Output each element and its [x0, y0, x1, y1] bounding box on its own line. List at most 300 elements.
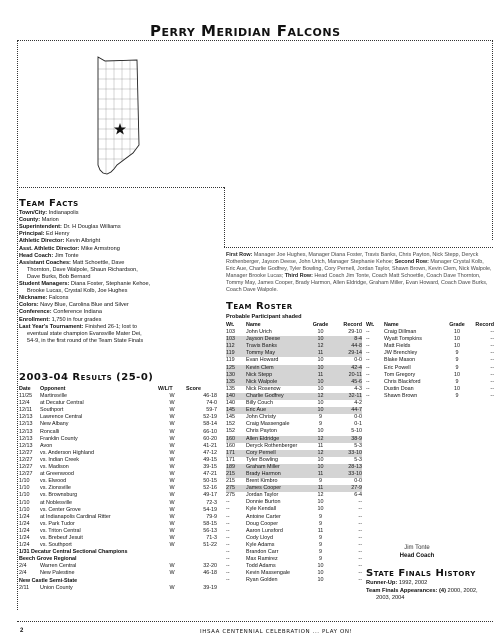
- result-row: [19, 436, 217, 443]
- roster-grade: 9: [455, 364, 459, 371]
- roster-weight: --: [366, 378, 370, 385]
- result-wl: W: [169, 499, 175, 506]
- roster-grade: 9: [319, 549, 322, 555]
- result-section-label: 1/31 Decatur Central Sectional Champions: [19, 549, 128, 556]
- roster-record: 33-10: [333, 471, 362, 478]
- fact-line: [19, 295, 217, 302]
- roster-name: Wyatt Tompkins: [384, 336, 422, 343]
- roster-row: [226, 400, 362, 407]
- result-opponent: New Palestine: [40, 570, 75, 577]
- roster-row: [226, 379, 362, 386]
- fact-line: [19, 238, 217, 245]
- roster-weight: --: [226, 556, 230, 563]
- col-opponent: Opponent: [40, 386, 66, 392]
- result-opponent: vs. Anderson Highland: [40, 449, 94, 456]
- result-score: 49-17: [203, 492, 217, 499]
- result-opponent: Roncalli: [40, 428, 60, 435]
- fact-value: Navy Blue, Carolina Blue and Silver: [38, 302, 129, 309]
- roster-grade: 10: [454, 329, 460, 336]
- roster-record: 29-14: [333, 350, 362, 357]
- col-grade: Grade: [449, 322, 465, 328]
- result-date: 1/24: [19, 542, 30, 549]
- roster-record: 5-3: [354, 442, 362, 449]
- result-score: 72-3: [206, 499, 217, 506]
- roster-grade: 10: [317, 428, 324, 435]
- result-row: [19, 400, 217, 407]
- roster-name: Billy Couch: [246, 400, 273, 407]
- roster-row: [226, 414, 362, 421]
- roster-grade: 10: [308, 407, 333, 414]
- result-opponent: at Indianapolis Cardinal Ritter: [40, 513, 111, 520]
- results-heading: 2003-04 Results (25-0): [19, 372, 154, 383]
- roster-weight: 140: [226, 393, 246, 400]
- caption-row3-label: Third Row:: [283, 273, 313, 280]
- roster-weight: --: [226, 527, 230, 534]
- roster-weight: 112: [226, 343, 246, 350]
- caption-row1-text: Manager Joe Hughes, Manager Diana Foster, Travis Banks, Chris Payton, Nick Stepp, Deryck Rothenberger, Jayson Deese, John Urich, Manager Stephanie Kehoe;: [226, 252, 479, 266]
- left-border: [17, 40, 18, 610]
- roster-record: --: [490, 378, 494, 385]
- result-opponent: vs. Zionsville: [40, 485, 71, 492]
- page-footer: [0, 626, 495, 638]
- roster-row: [226, 506, 362, 513]
- result-score: 58-14: [203, 421, 217, 428]
- fact-value: Matt Schoettle, Dave: [70, 259, 125, 266]
- roster-row: [366, 350, 494, 357]
- roster-grade: 12: [317, 492, 324, 499]
- result-opponent: vs. Madison: [40, 464, 69, 471]
- roster-name: Deryck Rothenberger: [246, 442, 298, 449]
- result-date: 1/10: [19, 506, 30, 513]
- result-date: 1/24: [19, 520, 30, 527]
- roster-row: [226, 372, 362, 379]
- result-section-label: Beech Grove Regional: [19, 556, 77, 563]
- result-score: 49-15: [203, 456, 217, 463]
- fact-line: [19, 309, 217, 316]
- team-facts-heading: Team Facts: [19, 198, 79, 209]
- roster-grade: 11: [308, 350, 333, 357]
- result-row: [19, 549, 217, 556]
- roster-weight: --: [366, 357, 370, 364]
- roster-row: [226, 521, 362, 528]
- roster-record: --: [490, 350, 494, 357]
- result-opponent: vs. Center Grove: [40, 506, 81, 513]
- fact-value: 54-9, in the first round of the Team State Finals: [27, 337, 144, 344]
- roster-name: Ryan Golden: [246, 577, 278, 584]
- roster-grade: 10: [317, 329, 324, 336]
- result-date: 12/27: [19, 456, 33, 463]
- caption-row1-label: First Row:: [226, 252, 253, 258]
- roster-name: John Urich: [246, 329, 272, 336]
- result-score: 74-0: [206, 400, 217, 407]
- roster-row: [226, 350, 362, 357]
- result-row: [19, 570, 217, 577]
- roster-grade: 12: [308, 450, 333, 457]
- fact-value: Dave Burks, Bob Bernard: [27, 273, 91, 280]
- roster-name: Jordan Taylor: [246, 492, 279, 499]
- fact-value: Dr. H Douglas Williams: [61, 224, 121, 231]
- roster-weight: 145: [226, 414, 235, 421]
- roster-weight: --: [366, 371, 370, 378]
- roster-name: Blake Mason: [384, 357, 416, 364]
- result-score: 46-18: [203, 393, 217, 400]
- roster-heading: Team Roster: [226, 301, 293, 312]
- roster-name: Cory Pernell: [246, 450, 308, 457]
- roster-record: --: [490, 343, 494, 350]
- roster-row: [226, 407, 362, 414]
- result-score: 32-20: [203, 563, 217, 570]
- fact-label: Head Coach:: [19, 252, 54, 259]
- result-wl: W: [169, 414, 175, 421]
- roster-row: [226, 499, 362, 506]
- roster-weight: --: [366, 350, 370, 357]
- result-opponent: at Greenwood: [40, 471, 74, 478]
- result-date: 12/13: [19, 442, 33, 449]
- roster-row: [366, 386, 494, 393]
- roster-grade: 11: [308, 485, 333, 492]
- fact-line: [19, 324, 217, 331]
- fact-label: Enrollment:: [19, 316, 51, 323]
- appearances-value-cont: 2003, 2004: [376, 594, 405, 601]
- roster-weight: --: [366, 392, 370, 399]
- roster-record: 38-9: [333, 436, 362, 443]
- fact-value: Diana Foster, Stephanie Kehoe,: [69, 281, 151, 288]
- roster-grade: 11: [317, 527, 324, 534]
- result-wl: W: [169, 485, 175, 492]
- result-opponent: vs. Southport: [40, 542, 72, 549]
- team-facts: [19, 200, 217, 345]
- roster-grade: 9: [455, 357, 459, 364]
- roster-grade: 10: [317, 385, 324, 392]
- roster-weight: 145: [226, 407, 246, 414]
- roster-weight: --: [366, 329, 370, 336]
- fact-line: [19, 260, 217, 267]
- fact-value: Mike Armstrong: [79, 245, 120, 252]
- roster-grade: 10: [454, 371, 460, 378]
- roster-name: James Cooper: [246, 485, 308, 492]
- result-row: [19, 429, 217, 436]
- result-row: [19, 450, 217, 457]
- fact-line: [19, 288, 217, 295]
- roster-weight: --: [366, 385, 370, 392]
- result-date: 12/27: [19, 464, 33, 471]
- roster-record: 28-13: [333, 464, 362, 471]
- roster-weight: --: [226, 513, 230, 520]
- fact-line: [19, 210, 217, 217]
- roster-name: Matt Fields: [384, 343, 411, 350]
- result-date: 1/10: [19, 499, 30, 506]
- result-date: 1/10: [19, 478, 30, 485]
- roster-grade: 9: [319, 520, 322, 527]
- roster-weight: --: [366, 364, 370, 371]
- roster-weight: --: [226, 563, 230, 570]
- result-date: 11/25: [19, 393, 33, 400]
- results-table: [19, 386, 217, 592]
- roster-row: [226, 563, 362, 570]
- fact-value: Marion: [40, 217, 59, 224]
- result-date: 1/24: [19, 527, 30, 534]
- col-date: Date: [19, 386, 31, 392]
- result-date: 2/4: [19, 563, 27, 570]
- appearances-label: Team Finals Appearances: (4): [366, 587, 446, 594]
- roster-row: [366, 329, 494, 336]
- result-row: [19, 414, 217, 421]
- roster-grade: 10: [317, 357, 324, 364]
- roster-record: 0-0: [354, 414, 362, 421]
- result-row: [19, 478, 217, 485]
- roster-row: [226, 492, 362, 499]
- col-record: Record: [475, 322, 494, 328]
- fact-line: [19, 331, 217, 338]
- roster-name: Craig Massengale: [246, 421, 290, 428]
- roster-weight: 130: [226, 372, 246, 379]
- fact-line: [19, 253, 217, 260]
- result-wl: W: [169, 513, 175, 520]
- roster-grade: 10: [454, 336, 460, 343]
- roster-grade: 12: [308, 343, 333, 350]
- roster-row: [226, 343, 362, 350]
- roster-record: --: [358, 534, 362, 541]
- roster-grade: 9: [319, 534, 322, 541]
- result-opponent: vs. Park Tudor: [40, 520, 75, 527]
- roster-row: [226, 421, 362, 428]
- roster-grade: 11: [317, 442, 324, 449]
- roster-weight: 275: [226, 485, 246, 492]
- roster-grade: 10: [317, 456, 324, 463]
- roster-grade: 10: [454, 385, 460, 392]
- result-score: 47-12: [203, 449, 217, 456]
- right-border: [492, 40, 493, 240]
- fact-line: [19, 246, 217, 253]
- roster-record: --: [358, 577, 362, 584]
- result-opponent: Franklin County: [40, 435, 78, 442]
- appearances-line: [366, 588, 492, 595]
- roster-name: Tommy May: [246, 350, 308, 357]
- roster-grade: 10: [317, 506, 324, 513]
- roster-grade: 12: [308, 393, 333, 400]
- roster-record: 0-0: [354, 478, 362, 485]
- fact-value: Ed Henry: [44, 231, 70, 238]
- roster-row: [226, 514, 362, 521]
- roster-row: [226, 542, 362, 549]
- roster-header-row: [366, 322, 494, 329]
- roster-weight: --: [226, 520, 230, 527]
- result-row: [19, 528, 217, 535]
- roster-record: --: [490, 336, 494, 343]
- result-row: [19, 585, 217, 592]
- result-score: 71-3: [206, 534, 217, 541]
- result-date: 2/11: [19, 584, 30, 591]
- fact-line: [19, 267, 217, 274]
- roster-weight: 215: [226, 471, 246, 478]
- roster-grade: 10: [308, 336, 333, 343]
- result-row: [19, 492, 217, 499]
- fact-label: Conference:: [19, 309, 52, 316]
- roster-record: 20-11: [333, 372, 362, 379]
- roster-row: [366, 372, 494, 379]
- runner-up-line: [366, 580, 492, 587]
- roster-name: Eric Powell: [384, 364, 411, 371]
- roster-record: 0-1: [354, 421, 362, 428]
- roster-row: [226, 386, 362, 393]
- fact-value: 1,750 in four grades: [50, 316, 102, 323]
- result-row: [19, 443, 217, 450]
- roster-record: --: [490, 371, 494, 378]
- result-score: 52-16: [203, 485, 217, 492]
- roster-record: --: [358, 570, 362, 577]
- roster-grade: 10: [317, 563, 324, 570]
- roster-weight: --: [226, 541, 230, 548]
- roster-name: Doug Cooper: [246, 520, 279, 527]
- result-row: [19, 500, 217, 507]
- roster-record: --: [490, 357, 494, 364]
- roster-record: 33-10: [333, 450, 362, 457]
- col-score: Score: [186, 386, 201, 392]
- roster-grade: 9: [455, 350, 459, 357]
- result-wl: W: [169, 428, 175, 435]
- col-name: Name: [384, 322, 399, 328]
- roster-record: 8-4: [333, 336, 362, 343]
- bottom-border: [17, 621, 493, 622]
- roster-record: --: [358, 527, 362, 534]
- roster-weight: 171: [226, 450, 246, 457]
- state-finals-history: [366, 570, 492, 602]
- roster-row: [226, 436, 362, 443]
- result-score: 52-19: [203, 414, 217, 421]
- result-opponent: at Decatur Central: [40, 400, 84, 407]
- result-row: [19, 535, 217, 542]
- roster-grade: 10: [308, 464, 333, 471]
- fact-label: Last Year's Tournament:: [19, 323, 84, 330]
- team-facts-list: [19, 210, 217, 345]
- result-wl: W: [169, 506, 175, 513]
- roster-row: [226, 535, 362, 542]
- roster-weight: 275: [226, 492, 235, 499]
- result-date: 12/4: [19, 400, 30, 407]
- roster-record: 5-3: [354, 456, 362, 463]
- roster-record: 45-6: [333, 379, 362, 386]
- result-wl: W: [169, 471, 175, 478]
- col-record: Record: [343, 322, 362, 328]
- fact-value: Finished 26-1; lost to: [83, 323, 138, 330]
- fact-line: [19, 302, 217, 309]
- indiana-map: [95, 55, 145, 180]
- roster-weight: 171: [226, 456, 235, 463]
- result-opponent: New Albany: [40, 421, 69, 428]
- roster-name: JW Brenchley: [384, 350, 418, 357]
- fact-label: Principal:: [19, 231, 45, 238]
- result-opponent: vs. Elwood: [40, 478, 67, 485]
- roster-weight: --: [366, 336, 370, 343]
- roster-row: [226, 428, 362, 435]
- runner-up-value: 1992, 2002: [397, 580, 428, 587]
- roster-record: 44-7: [333, 407, 362, 414]
- result-opponent: Warren Central: [40, 563, 77, 570]
- roster-name: Chris Blackford: [384, 378, 421, 385]
- result-opponent: vs. Brownsburg: [40, 492, 78, 499]
- roster-name: Brandon Carr: [246, 549, 279, 555]
- roster-record: --: [358, 520, 362, 527]
- top-border: [17, 40, 493, 41]
- fact-value: Jim Tonte: [53, 252, 79, 259]
- roster-row: [226, 357, 362, 364]
- result-wl: W: [169, 464, 175, 471]
- result-wl: W: [169, 542, 175, 549]
- roster-name: Dustin Doan: [384, 385, 414, 392]
- roster-name: Antoine Carter: [246, 513, 281, 520]
- roster-name: Todd Adams: [246, 563, 276, 570]
- roster-name: Brady Harmon: [246, 471, 308, 478]
- result-wl: W: [169, 442, 175, 449]
- roster-name: Graham Miller: [246, 464, 308, 471]
- divider-left: [17, 187, 224, 188]
- fact-line: [19, 224, 217, 231]
- fact-label: Student Managers:: [19, 281, 70, 288]
- result-wl: W: [169, 527, 175, 534]
- runner-up-label: Runner-Up:: [366, 580, 398, 587]
- roster-name: Tyler Bowling: [246, 456, 279, 463]
- result-score: 39-15: [203, 464, 217, 471]
- result-wl: W: [169, 570, 175, 577]
- roster-name: Nick Stepp: [246, 372, 308, 379]
- footer-text: IHSAA CENTENNIAL CELEBRATION ... PLAY ON!: [200, 629, 353, 635]
- result-date: 12/27: [19, 471, 33, 478]
- result-date: 1/24: [19, 513, 30, 520]
- col-name: Name: [246, 322, 261, 328]
- roster-row: [226, 393, 362, 400]
- roster-grade: 10: [308, 379, 333, 386]
- roster-weight: --: [226, 499, 230, 506]
- roster-name: Charlie Godfrey: [246, 393, 308, 400]
- roster-name: Nick Rosenow: [246, 385, 281, 392]
- roster-weight: --: [366, 343, 370, 350]
- result-score: 47-21: [203, 471, 217, 478]
- result-row: [19, 578, 217, 585]
- roster-weight: 160: [226, 442, 235, 449]
- roster-name: Nick Walpole: [246, 379, 308, 386]
- fact-value: eventual state champion Evansville Mater Dei,: [27, 330, 142, 337]
- result-score: 41-21: [203, 442, 217, 449]
- fact-label: Town/City:: [19, 210, 48, 217]
- fact-label: Superintendent:: [19, 224, 62, 231]
- result-wl: W: [169, 563, 175, 570]
- roster-grade: 10: [317, 400, 324, 407]
- roster-name: Allen Eldridge: [246, 436, 308, 443]
- appearances-value: 2000, 2002,: [445, 587, 478, 594]
- roster-row: [226, 443, 362, 450]
- result-row: [19, 556, 217, 563]
- result-opponent: Martinsville: [40, 393, 67, 400]
- roster-weight: 215: [226, 478, 235, 485]
- roster-record: 42-4: [333, 365, 362, 372]
- fact-label: Assistant Coaches:: [19, 259, 71, 266]
- roster-weight: 125: [226, 365, 246, 372]
- result-opponent: vs. Brebeuf Jesuit: [40, 534, 83, 541]
- result-row: [19, 464, 217, 471]
- roster-weight: 103: [226, 329, 235, 336]
- roster-record: --: [358, 541, 362, 548]
- roster-weight: 119: [226, 350, 246, 357]
- result-wl: W: [169, 520, 175, 527]
- roster-record: --: [358, 549, 362, 555]
- roster-weight: --: [226, 549, 230, 555]
- result-opponent: at Noblesville: [40, 499, 73, 506]
- roster-record: --: [490, 364, 494, 371]
- roster-row: [366, 379, 494, 386]
- roster-record: --: [358, 563, 362, 570]
- result-score: 54-19: [203, 506, 217, 513]
- col-wl: W/L/T: [158, 386, 173, 392]
